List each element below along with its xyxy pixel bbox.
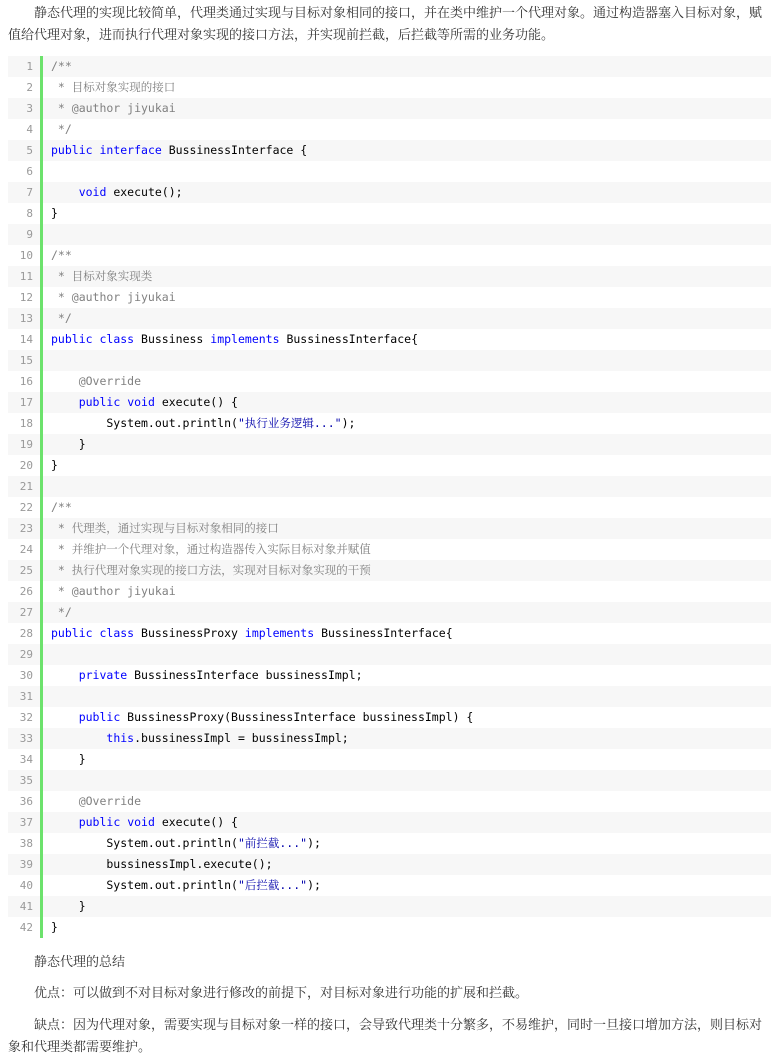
- gutter-bar: [40, 266, 43, 287]
- code-token: public: [51, 332, 93, 346]
- code-text: [51, 497, 72, 518]
- line-number: 12: [19, 291, 33, 304]
- code-line: [8, 287, 771, 308]
- code-token: .bussinessImpl = bussinessImpl;: [134, 731, 349, 745]
- line-number: 16: [19, 375, 33, 388]
- line-number: 33: [19, 732, 33, 745]
- line-number: 27: [19, 606, 33, 619]
- code-line: [8, 875, 771, 896]
- code-line: [8, 602, 771, 623]
- code-line: [8, 413, 771, 434]
- gutter-bar: [40, 287, 43, 308]
- gutter-bar: [40, 875, 43, 896]
- code-text: [51, 434, 86, 455]
- code-text: [51, 119, 72, 140]
- code-line: [8, 497, 771, 518]
- code-token: public: [78, 815, 121, 829]
- code-line: [8, 665, 771, 686]
- code-token: * @author jiyukai: [51, 584, 176, 598]
- code-token: * 目标对象实现类: [51, 269, 153, 283]
- code-text: [51, 266, 152, 287]
- line-number: 22: [19, 501, 33, 514]
- code-token: * @author jiyukai: [51, 290, 176, 304]
- code-text: [51, 791, 141, 812]
- code-line: [8, 455, 771, 476]
- code-text: [51, 854, 273, 875]
- code-token: BussinessInterface bussinessImpl;: [127, 668, 363, 682]
- code-line: [8, 98, 771, 119]
- line-number: 3: [26, 102, 33, 115]
- code-token: public: [51, 143, 93, 157]
- pros-paragraph: 优点：可以做到不对目标对象进行修改的前提下，对目标对象进行功能的扩展和拦截。: [34, 986, 529, 1001]
- line-number: 29: [19, 648, 33, 661]
- gutter-bar: [40, 350, 43, 371]
- line-number: 26: [19, 585, 33, 598]
- gutter-bar: [40, 329, 43, 350]
- code-token: public: [78, 395, 121, 409]
- code-text: [51, 812, 238, 833]
- code-line: [8, 833, 771, 854]
- gutter-bar: [40, 308, 43, 329]
- code-token: execute();: [106, 185, 183, 199]
- line-number: 23: [19, 522, 33, 535]
- code-line: [8, 896, 771, 917]
- code-line: [8, 581, 771, 602]
- code-line: [8, 791, 771, 812]
- code-line: [8, 518, 771, 539]
- code-token: * 执行代理对象实现的接口方法，实现对目标对象实现的干预: [51, 563, 371, 577]
- gutter-bar: [40, 644, 43, 665]
- code-line: [8, 203, 771, 224]
- code-line: [8, 161, 771, 182]
- code-line: [8, 854, 771, 875]
- code-token: void: [127, 395, 155, 409]
- code-text: [51, 917, 58, 938]
- code-text: [51, 560, 371, 581]
- gutter-bar: [40, 224, 43, 245]
- code-line: [8, 560, 771, 581]
- code-text: [51, 833, 321, 854]
- gutter-bar: [40, 455, 43, 476]
- gutter-bar: [40, 560, 43, 581]
- code-line: [8, 77, 771, 98]
- code-line: [8, 245, 771, 266]
- gutter-bar: [40, 770, 43, 791]
- code-text: [51, 203, 58, 224]
- code-token: private: [78, 668, 128, 682]
- code-block: [8, 56, 771, 940]
- code-token: BussinessInterface {: [161, 143, 308, 157]
- code-line: [8, 707, 771, 728]
- code-line: [8, 224, 771, 245]
- code-line: [8, 770, 771, 791]
- line-number: 7: [26, 186, 33, 199]
- code-text: [51, 602, 72, 623]
- code-token: /**: [51, 500, 72, 514]
- line-number: 11: [19, 270, 33, 283]
- code-text: [51, 875, 321, 896]
- line-number: 35: [19, 774, 33, 787]
- gutter-bar: [40, 728, 43, 749]
- gutter-bar: [40, 119, 43, 140]
- code-token: * 并维护一个代理对象，通过构造器传入实际目标对象并赋值: [51, 542, 371, 556]
- code-token: BussinessProxy: [134, 626, 245, 640]
- line-number: 9: [26, 228, 33, 241]
- code-token: * 目标对象实现的接口: [51, 80, 176, 94]
- gutter-bar: [40, 707, 43, 728]
- code-text: [51, 581, 176, 602]
- line-number: 42: [19, 921, 33, 934]
- code-token: [51, 185, 79, 199]
- gutter-bar: [40, 476, 43, 497]
- code-text: [51, 98, 176, 119]
- code-text: [51, 56, 72, 77]
- code-line: [8, 749, 771, 770]
- line-number: 37: [19, 816, 33, 829]
- code-text: [51, 77, 175, 98]
- summary-heading: 静态代理的总结: [34, 955, 126, 970]
- code-token: * @author jiyukai: [51, 101, 176, 115]
- code-token: [51, 395, 79, 409]
- gutter-bar: [40, 161, 43, 182]
- code-token: @Override: [78, 794, 142, 808]
- gutter-bar: [40, 539, 43, 560]
- code-text: [51, 455, 58, 476]
- code-text: [51, 287, 176, 308]
- gutter-bar: [40, 665, 43, 686]
- gutter-bar: [40, 896, 43, 917]
- code-text: [51, 245, 72, 266]
- code-token: @Override: [78, 374, 142, 388]
- code-text: [51, 413, 355, 434]
- gutter-bar: [40, 203, 43, 224]
- line-number: 21: [19, 480, 33, 493]
- code-token: [51, 374, 79, 388]
- gutter-bar: [40, 917, 43, 938]
- code-token: );: [307, 878, 321, 892]
- line-number: 10: [19, 249, 33, 262]
- code-text: [51, 896, 86, 917]
- gutter-bar: [40, 140, 43, 161]
- gutter-bar: [40, 56, 43, 77]
- code-text: [51, 329, 418, 350]
- code-token: "后拦截...": [237, 878, 308, 892]
- gutter-bar: [40, 749, 43, 770]
- line-number: 39: [19, 858, 33, 871]
- line-number: 36: [19, 795, 33, 808]
- line-number: 30: [19, 669, 33, 682]
- line-number: 38: [19, 837, 33, 850]
- code-token: );: [341, 416, 356, 430]
- code-line: [8, 812, 771, 833]
- code-line: [8, 539, 771, 560]
- gutter-bar: [40, 182, 43, 203]
- code-token: void: [78, 185, 107, 199]
- code-token: "前拦截...": [237, 836, 308, 850]
- code-text: [51, 623, 453, 644]
- code-token: BussinessInterface{: [279, 332, 419, 346]
- code-line: [8, 476, 771, 497]
- line-number: 13: [19, 312, 33, 325]
- gutter-bar: [40, 623, 43, 644]
- code-token: [51, 815, 79, 829]
- gutter-bar: [40, 371, 43, 392]
- line-number: 31: [19, 690, 33, 703]
- gutter-bar: [40, 686, 43, 707]
- code-line: [8, 917, 771, 938]
- gutter-bar: [40, 833, 43, 854]
- code-text: [51, 308, 72, 329]
- code-line: [8, 266, 771, 287]
- code-token: }: [51, 899, 86, 913]
- line-number: 25: [19, 564, 33, 577]
- code-token: /**: [51, 248, 72, 262]
- code-text: [51, 728, 349, 749]
- line-number: 32: [19, 711, 33, 724]
- gutter-bar: [40, 77, 43, 98]
- code-text: [51, 182, 183, 203]
- line-number: 20: [19, 459, 33, 472]
- code-token: }: [51, 458, 58, 472]
- code-token: [51, 731, 106, 745]
- code-text: [51, 665, 363, 686]
- code-line: [8, 434, 771, 455]
- code-line: [8, 308, 771, 329]
- gutter-bar: [40, 392, 43, 413]
- code-token: }: [51, 752, 86, 766]
- code-line: [8, 119, 771, 140]
- code-token: [51, 710, 79, 724]
- code-text: [51, 518, 279, 539]
- code-token: [51, 668, 79, 682]
- code-token: implements: [210, 332, 280, 346]
- code-text: [51, 392, 238, 413]
- line-number: 17: [19, 396, 33, 409]
- code-token: );: [307, 836, 321, 850]
- code-token: System.out.println(: [51, 878, 238, 892]
- code-text: [51, 371, 141, 392]
- code-token: "执行业务逻辑...": [237, 416, 342, 430]
- code-token: */: [51, 122, 72, 136]
- code-line: [8, 182, 771, 203]
- code-token: BussinessProxy(BussinessInterface bussinessImpl) {: [120, 710, 474, 724]
- line-number: 6: [26, 165, 33, 178]
- code-line: [8, 56, 771, 77]
- code-text: [51, 539, 371, 560]
- code-line: [8, 329, 771, 350]
- line-number: 24: [19, 543, 33, 556]
- code-token: bussinessImpl.execute();: [51, 857, 273, 871]
- gutter-bar: [40, 581, 43, 602]
- code-token: System.out.println(: [51, 836, 238, 850]
- code-line: [8, 371, 771, 392]
- code-line: [8, 686, 771, 707]
- line-number: 14: [19, 333, 33, 346]
- gutter-bar: [40, 98, 43, 119]
- code-line: [8, 644, 771, 665]
- code-text: [51, 707, 473, 728]
- code-token: */: [51, 605, 72, 619]
- code-token: public: [51, 626, 93, 640]
- code-token: public: [78, 710, 121, 724]
- code-line: [8, 350, 771, 371]
- code-token: System.out.println(: [51, 416, 238, 430]
- code-token: execute() {: [154, 395, 238, 409]
- code-token: interface: [99, 143, 162, 157]
- intro-paragraph: 静态代理的实现比较简单，代理类通过实现与目标对象相同的接口，并在类中维护一个代理对象。通过构造器塞入目标对象，赋值给代理对象，进而执行代理对象实现的接口方法，并实现前拦截，后拦截等所需的业务功能。: [8, 6, 763, 43]
- gutter-bar: [40, 854, 43, 875]
- gutter-bar: [40, 791, 43, 812]
- code-token: }: [51, 437, 86, 451]
- gutter-bar: [40, 812, 43, 833]
- line-number: 15: [19, 354, 33, 367]
- code-token: class: [99, 332, 135, 346]
- code-token: Bussiness: [134, 332, 211, 346]
- code-token: implements: [244, 626, 315, 640]
- line-number: 1: [26, 60, 33, 73]
- gutter-bar: [40, 497, 43, 518]
- line-number: 28: [19, 627, 33, 640]
- gutter-bar: [40, 245, 43, 266]
- code-line: [8, 392, 771, 413]
- gutter-bar: [40, 434, 43, 455]
- code-line: [8, 728, 771, 749]
- code-line: [8, 140, 771, 161]
- code-token: execute() {: [154, 815, 238, 829]
- line-number: 2: [26, 81, 33, 94]
- gutter-bar: [40, 413, 43, 434]
- line-number: 4: [26, 123, 33, 136]
- gutter-bar: [40, 518, 43, 539]
- code-token: [51, 794, 79, 808]
- code-token: /**: [51, 59, 72, 73]
- cons-paragraph: 缺点：因为代理对象，需要实现与目标对象一样的接口，会导致代理类十分繁多，不易维护，同时一旦接口增加方法，则目标对象和代理类都需要维护。: [8, 1018, 763, 1055]
- code-text: [51, 140, 307, 161]
- line-number: 5: [26, 144, 33, 157]
- code-token: class: [99, 626, 135, 640]
- line-number: 41: [19, 900, 33, 913]
- code-token: * 代理类，通过实现与目标对象相同的接口: [51, 521, 279, 535]
- line-number: 18: [19, 417, 33, 430]
- code-token: BussinessInterface{: [314, 626, 453, 640]
- code-token: */: [51, 311, 72, 325]
- line-number: 34: [19, 753, 33, 766]
- line-number: 40: [19, 879, 33, 892]
- code-token: this: [106, 731, 135, 745]
- line-number: 8: [26, 207, 33, 220]
- line-number: 19: [19, 438, 33, 451]
- gutter-bar: [40, 602, 43, 623]
- code-text: [51, 749, 86, 770]
- code-line: [8, 623, 771, 644]
- code-token: }: [51, 920, 58, 934]
- code-token: void: [127, 815, 155, 829]
- code-token: }: [51, 206, 58, 220]
